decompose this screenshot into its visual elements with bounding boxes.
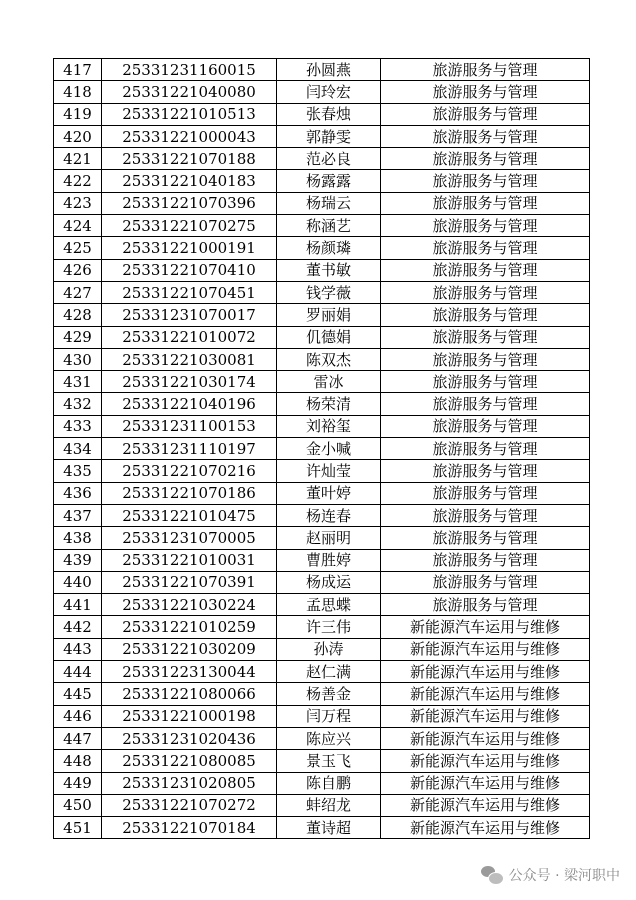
cell-major: 新能源汽车运用与维修	[381, 772, 590, 794]
cell-number: 441	[54, 594, 102, 616]
cell-name: 杨善金	[277, 683, 381, 705]
cell-major: 旅游服务与管理	[381, 460, 590, 482]
table-row	[54, 661, 590, 683]
cell-name: 蚌绍龙	[277, 794, 381, 816]
cell-major: 旅游服务与管理	[381, 259, 590, 281]
cell-number: 449	[54, 772, 102, 794]
cell-number: 429	[54, 326, 102, 348]
cell-name: 杨荣清	[277, 393, 381, 415]
cell-major: 旅游服务与管理	[381, 415, 590, 437]
table-row	[54, 170, 590, 192]
cell-name: 雷冰	[277, 371, 381, 393]
cell-number: 427	[54, 281, 102, 303]
cell-number: 451	[54, 817, 102, 839]
cell-name: 杨颜璘	[277, 237, 381, 259]
wechat-icon	[481, 866, 503, 884]
cell-exam-id: 25331221030081	[102, 348, 277, 370]
cell-number: 432	[54, 393, 102, 415]
cell-exam-id: 25331221030224	[102, 594, 277, 616]
cell-major: 旅游服务与管理	[381, 504, 590, 526]
cell-major: 旅游服务与管理	[381, 549, 590, 571]
cell-exam-id: 25331221010475	[102, 504, 277, 526]
cell-name: 陈自鹏	[277, 772, 381, 794]
cell-name: 赵丽明	[277, 527, 381, 549]
cell-name: 孟思蝶	[277, 594, 381, 616]
cell-exam-id: 25331231160015	[102, 59, 277, 81]
cell-name: 称涵艺	[277, 215, 381, 237]
cell-number: 448	[54, 750, 102, 772]
cell-exam-id: 25331221010513	[102, 103, 277, 125]
cell-name: 范必良	[277, 148, 381, 170]
cell-number: 426	[54, 259, 102, 281]
cell-exam-id: 25331221070275	[102, 215, 277, 237]
cell-major: 旅游服务与管理	[381, 348, 590, 370]
cell-name: 董书敏	[277, 259, 381, 281]
table-row	[54, 638, 590, 660]
cell-exam-id: 25331231110197	[102, 438, 277, 460]
table-row	[54, 594, 590, 616]
watermark	[481, 863, 620, 887]
cell-exam-id: 25331221010259	[102, 616, 277, 638]
cell-exam-id: 25331221000198	[102, 705, 277, 727]
cell-exam-id: 25331221070186	[102, 482, 277, 504]
cell-name: 赵仁满	[277, 661, 381, 683]
table-row	[54, 683, 590, 705]
table-row	[54, 281, 590, 303]
cell-name: 刘裕玺	[277, 415, 381, 437]
cell-name: 张春烛	[277, 103, 381, 125]
cell-major: 旅游服务与管理	[381, 482, 590, 504]
table-row	[54, 549, 590, 571]
cell-name: 罗丽娟	[277, 304, 381, 326]
cell-exam-id: 25331221030209	[102, 638, 277, 660]
cell-number: 450	[54, 794, 102, 816]
table-row	[54, 705, 590, 727]
cell-exam-id: 25331221070184	[102, 817, 277, 839]
cell-name: 许三伟	[277, 616, 381, 638]
cell-exam-id: 25331231020436	[102, 727, 277, 749]
cell-number: 444	[54, 661, 102, 683]
cell-number: 417	[54, 59, 102, 81]
table-row	[54, 438, 590, 460]
cell-name: 杨成运	[277, 571, 381, 593]
cell-number: 443	[54, 638, 102, 660]
cell-major: 新能源汽车运用与维修	[381, 750, 590, 772]
cell-major: 旅游服务与管理	[381, 594, 590, 616]
table-row	[54, 482, 590, 504]
cell-name: 陈应兴	[277, 727, 381, 749]
table-row	[54, 348, 590, 370]
cell-name: 曹胜婷	[277, 549, 381, 571]
cell-major: 旅游服务与管理	[381, 527, 590, 549]
cell-number: 446	[54, 705, 102, 727]
cell-name: 许灿莹	[277, 460, 381, 482]
cell-number: 437	[54, 504, 102, 526]
table-row	[54, 59, 590, 81]
cell-number: 447	[54, 727, 102, 749]
cell-major: 新能源汽车运用与维修	[381, 794, 590, 816]
cell-number: 420	[54, 125, 102, 147]
cell-exam-id: 25331231070017	[102, 304, 277, 326]
table-row	[54, 215, 590, 237]
table-row	[54, 371, 590, 393]
cell-name: 陈双杰	[277, 348, 381, 370]
cell-exam-id: 25331221070451	[102, 281, 277, 303]
cell-number: 422	[54, 170, 102, 192]
cell-number: 424	[54, 215, 102, 237]
cell-number: 435	[54, 460, 102, 482]
cell-name: 景玉飞	[277, 750, 381, 772]
cell-name: 闫玲宏	[277, 81, 381, 103]
cell-exam-id: 25331221010031	[102, 549, 277, 571]
cell-major: 新能源汽车运用与维修	[381, 638, 590, 660]
cell-number: 425	[54, 237, 102, 259]
cell-major: 旅游服务与管理	[381, 59, 590, 81]
cell-major: 旅游服务与管理	[381, 148, 590, 170]
cell-number: 436	[54, 482, 102, 504]
table-row	[54, 750, 590, 772]
cell-name: 孙涛	[277, 638, 381, 660]
cell-number: 418	[54, 81, 102, 103]
table-row	[54, 304, 590, 326]
cell-exam-id: 25331223130044	[102, 661, 277, 683]
cell-exam-id: 25331221040196	[102, 393, 277, 415]
cell-major: 旅游服务与管理	[381, 371, 590, 393]
cell-number: 439	[54, 549, 102, 571]
cell-exam-id: 25331221070410	[102, 259, 277, 281]
cell-exam-id: 25331221030174	[102, 371, 277, 393]
cell-number: 442	[54, 616, 102, 638]
table-row	[54, 504, 590, 526]
cell-number: 445	[54, 683, 102, 705]
cell-name: 郭静雯	[277, 125, 381, 147]
cell-number: 421	[54, 148, 102, 170]
cell-exam-id: 25331221070216	[102, 460, 277, 482]
cell-major: 新能源汽车运用与维修	[381, 683, 590, 705]
cell-name: 孙圆燕	[277, 59, 381, 81]
cell-exam-id: 25331221070391	[102, 571, 277, 593]
table-row	[54, 727, 590, 749]
table-row	[54, 460, 590, 482]
cell-number: 430	[54, 348, 102, 370]
student-roster-table	[53, 58, 590, 839]
cell-major: 旅游服务与管理	[381, 281, 590, 303]
cell-name: 钱学薇	[277, 281, 381, 303]
cell-exam-id: 25331221080085	[102, 750, 277, 772]
cell-exam-id: 25331221070396	[102, 192, 277, 214]
table-row	[54, 326, 590, 348]
cell-major: 旅游服务与管理	[381, 125, 590, 147]
cell-major: 旅游服务与管理	[381, 304, 590, 326]
cell-name: 仉德娟	[277, 326, 381, 348]
table-row	[54, 527, 590, 549]
cell-number: 434	[54, 438, 102, 460]
cell-major: 新能源汽车运用与维修	[381, 705, 590, 727]
cell-exam-id: 25331221010072	[102, 326, 277, 348]
cell-number: 428	[54, 304, 102, 326]
cell-major: 旅游服务与管理	[381, 192, 590, 214]
cell-exam-id: 25331231100153	[102, 415, 277, 437]
cell-major: 旅游服务与管理	[381, 103, 590, 125]
cell-number: 419	[54, 103, 102, 125]
cell-exam-id: 25331221070272	[102, 794, 277, 816]
table-row	[54, 817, 590, 839]
cell-major: 新能源汽车运用与维修	[381, 817, 590, 839]
table-row	[54, 393, 590, 415]
table-row	[54, 772, 590, 794]
table-row	[54, 125, 590, 147]
cell-major: 旅游服务与管理	[381, 438, 590, 460]
cell-name: 杨连春	[277, 504, 381, 526]
table-row	[54, 192, 590, 214]
cell-exam-id: 25331221080066	[102, 683, 277, 705]
cell-number: 438	[54, 527, 102, 549]
table-row	[54, 81, 590, 103]
cell-exam-id: 25331221040183	[102, 170, 277, 192]
cell-number: 423	[54, 192, 102, 214]
table-row	[54, 103, 590, 125]
cell-exam-id: 25331221000191	[102, 237, 277, 259]
cell-name: 闫万程	[277, 705, 381, 727]
table-row	[54, 794, 590, 816]
cell-name: 金小喊	[277, 438, 381, 460]
table-row	[54, 616, 590, 638]
cell-exam-id: 25331221040080	[102, 81, 277, 103]
cell-exam-id: 25331221000043	[102, 125, 277, 147]
cell-name: 杨露露	[277, 170, 381, 192]
cell-name: 董诗超	[277, 817, 381, 839]
table-row	[54, 259, 590, 281]
cell-major: 旅游服务与管理	[381, 571, 590, 593]
cell-exam-id: 25331231070005	[102, 527, 277, 549]
cell-major: 旅游服务与管理	[381, 215, 590, 237]
cell-number: 433	[54, 415, 102, 437]
roster-body	[54, 59, 590, 839]
cell-major: 旅游服务与管理	[381, 393, 590, 415]
cell-major: 新能源汽车运用与维修	[381, 616, 590, 638]
cell-major: 旅游服务与管理	[381, 170, 590, 192]
cell-major: 旅游服务与管理	[381, 81, 590, 103]
cell-name: 杨瑞云	[277, 192, 381, 214]
cell-number: 431	[54, 371, 102, 393]
cell-number: 440	[54, 571, 102, 593]
table-row	[54, 148, 590, 170]
cell-major: 旅游服务与管理	[381, 326, 590, 348]
cell-exam-id: 25331231020805	[102, 772, 277, 794]
table-row	[54, 415, 590, 437]
cell-exam-id: 25331221070188	[102, 148, 277, 170]
cell-major: 新能源汽车运用与维修	[381, 727, 590, 749]
watermark-text: 公众号 · 梁河职中	[508, 868, 620, 884]
cell-major: 旅游服务与管理	[381, 237, 590, 259]
table-row	[54, 571, 590, 593]
table-row	[54, 237, 590, 259]
cell-name: 董叶婷	[277, 482, 381, 504]
cell-major: 新能源汽车运用与维修	[381, 661, 590, 683]
